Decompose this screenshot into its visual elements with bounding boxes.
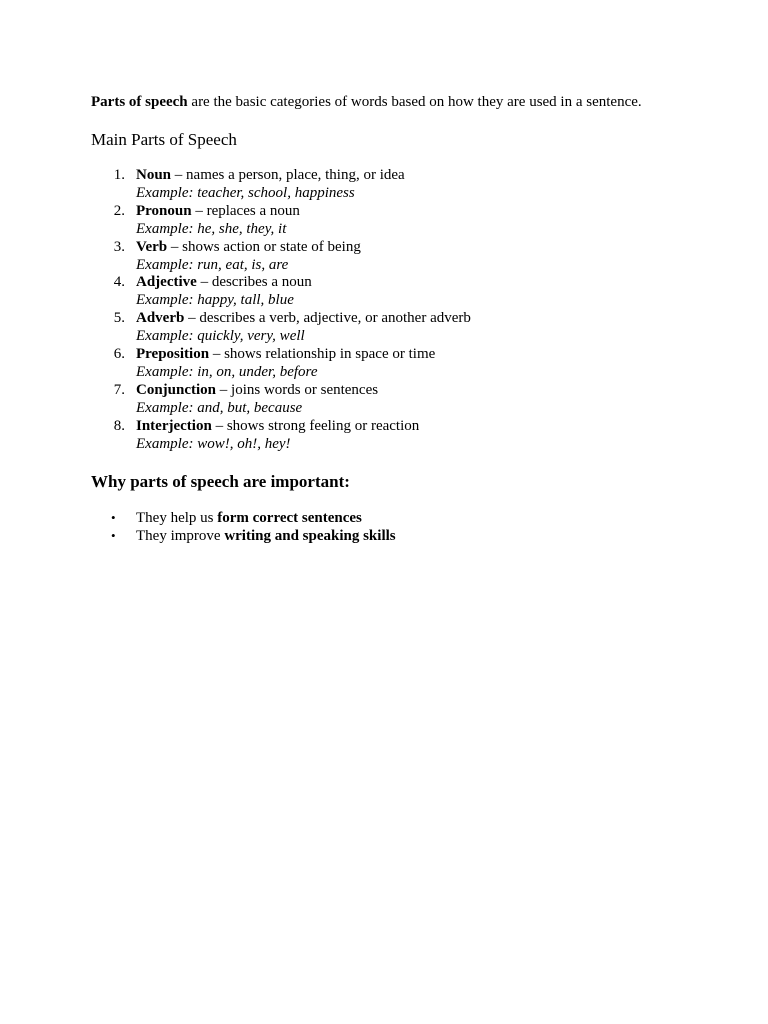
item-example: Example: happy, tall, blue (136, 292, 294, 309)
item-desc: – names a person, place, thing, or idea (171, 167, 405, 183)
list-item (91, 238, 471, 274)
list-item (91, 309, 471, 345)
list-item (91, 273, 471, 309)
item-example: Example: wow!, oh!, hey! (136, 435, 291, 452)
item-example: Example: and, but, because (136, 399, 303, 416)
item-example: Example: run, eat, is, are (136, 256, 289, 273)
item-desc: – shows action or state of being (167, 238, 361, 255)
item-text: They improve (136, 527, 225, 544)
importance-list (91, 509, 396, 544)
item-term: Interjection (136, 417, 212, 434)
item-term: Preposition (136, 345, 210, 362)
item-desc: – shows strong feeling or reaction (211, 417, 420, 434)
item-number: 4. (113, 274, 125, 291)
list-item (91, 417, 471, 453)
item-desc: – describes a noun (196, 274, 312, 291)
item-desc: – replaces a noun (191, 202, 300, 219)
why-heading: Why parts of speech are important: (91, 472, 350, 491)
item-number: 6. (113, 345, 125, 362)
item-number: 2. (113, 202, 125, 219)
item-term: Adverb (136, 310, 185, 327)
item-number: 8. (113, 417, 125, 434)
item-definition (136, 238, 471, 256)
item-bold-text: writing and speaking skills (224, 527, 396, 544)
bullet-icon: • (111, 527, 116, 543)
item-text: They help us (136, 510, 218, 526)
list-item (91, 202, 471, 238)
intro-text: are the basic categories of words based on how they are used in a sentence. (187, 94, 642, 110)
item-term: Pronoun (136, 202, 192, 219)
item-definition (136, 309, 471, 327)
item-example: Example: teacher, school, happiness (136, 185, 355, 201)
parts-of-speech-list (91, 166, 471, 452)
item-desc: – joins words or sentences (216, 381, 379, 398)
item-definition (136, 166, 471, 184)
item-number: 5. (113, 310, 125, 327)
item-definition (136, 381, 471, 399)
item-desc: – describes a verb, adjective, or another adverb (184, 310, 471, 327)
item-example: Example: he, she, they, it (136, 220, 287, 237)
item-definition (136, 345, 471, 363)
item-bold-text: form correct sentences (217, 510, 362, 526)
list-item (91, 509, 396, 527)
item-example: Example: quickly, very, well (136, 328, 305, 345)
item-example: Example: in, on, under, before (136, 363, 318, 380)
item-term: Conjunction (136, 381, 217, 398)
main-heading: Main Parts of Speech (91, 130, 237, 149)
intro-paragraph (91, 93, 642, 111)
bullet-icon: • (111, 510, 116, 525)
list-item (91, 527, 396, 545)
item-desc: – shows relationship in space or time (209, 345, 436, 362)
item-definition (136, 202, 471, 220)
item-definition (136, 417, 471, 435)
item-number: 7. (113, 381, 125, 398)
list-item (91, 166, 471, 202)
list-item (91, 381, 471, 417)
item-number: 3. (113, 238, 125, 255)
item-definition (136, 273, 471, 291)
list-item (91, 345, 471, 381)
item-term: Adjective (136, 274, 197, 291)
item-term: Noun (136, 167, 172, 183)
intro-term: Parts of speech (91, 94, 188, 110)
item-number: 1. (113, 167, 125, 183)
item-term: Verb (136, 238, 168, 255)
